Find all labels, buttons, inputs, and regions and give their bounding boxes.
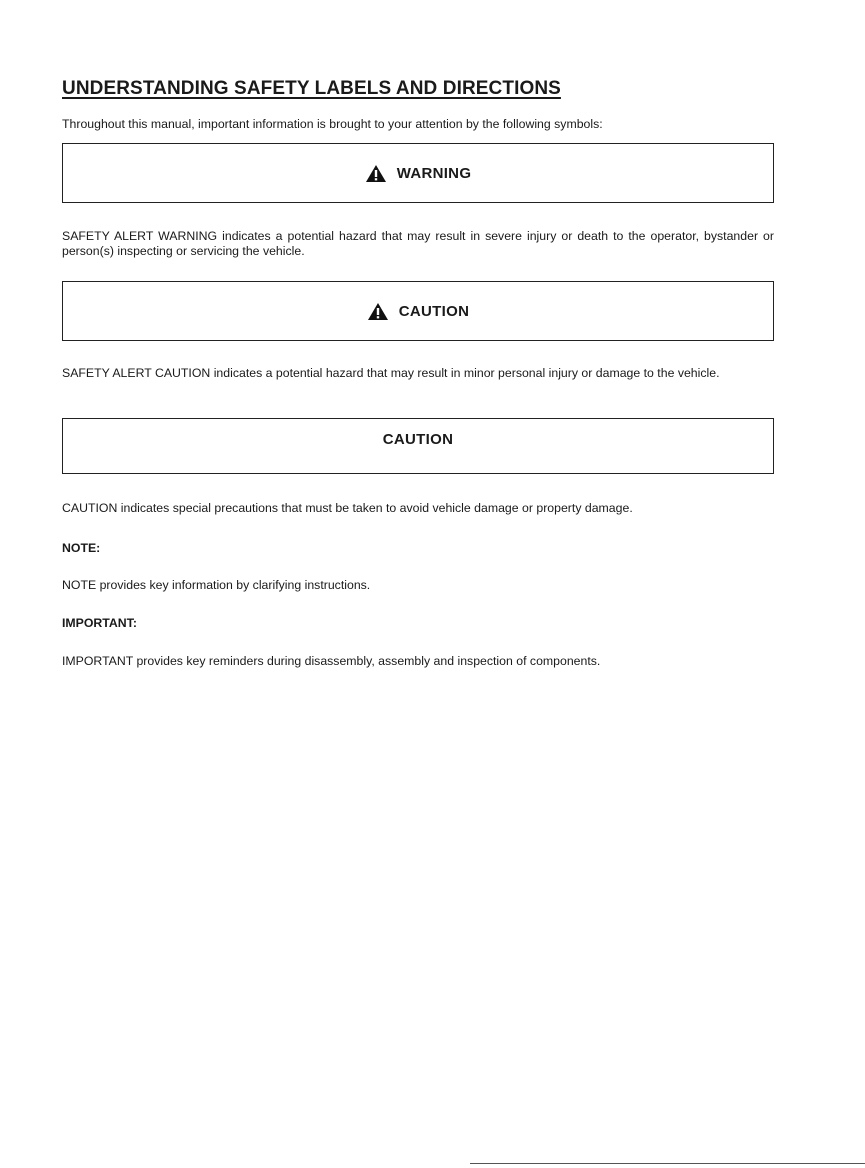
safety-alert-triangle-icon [365,164,387,183]
caution-label-box [62,418,774,474]
safety-alert-triangle-icon [367,302,389,321]
caution-alert-label-text: CAUTION [398,302,470,320]
page-title: UNDERSTANDING SAFETY LABELS AND DIRECTIONS [62,78,561,99]
warning-description: SAFETY ALERT WARNING indicates a potential hazard that may result in severe injury or death to the operator, bystander or person(s) inspecting or servicing the vehicle. [62,229,774,258]
caution-label-text: CAUTION [382,430,454,448]
important-description: IMPORTANT provides key reminders during disassembly, assembly and inspection of components. [62,654,601,668]
warning-label-text: WARNING [396,164,472,182]
warning-label-box [62,143,774,203]
caution-alert-label-box [62,281,774,341]
caution-alert-description: SAFETY ALERT CAUTION indicates a potential hazard that may result in minor personal injury or damage to the vehicle. [62,366,720,380]
note-description: NOTE provides key information by clarifying instructions. [62,578,371,592]
caution-description: CAUTION indicates special precautions that must be taken to avoid vehicle damage or property damage. [62,501,633,515]
important-heading: IMPORTANT: [62,616,137,630]
intro-text: Throughout this manual, important information is brought to your attention by the following symbols: [62,117,603,131]
note-heading: NOTE: [62,541,101,555]
footer-divider [470,1163,865,1164]
